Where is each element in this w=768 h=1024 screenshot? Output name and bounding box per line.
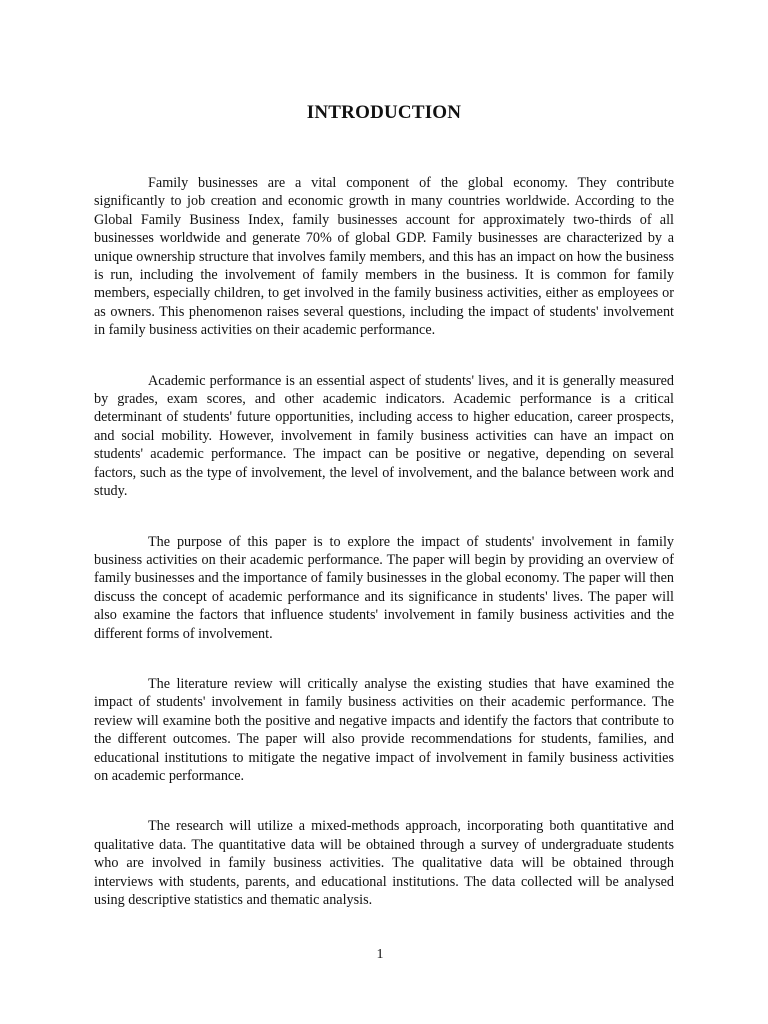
document-body bbox=[94, 174, 674, 909]
paragraph-3: The purpose of this paper is to explore the impact of students' involvement in family business activities on their academic performance. The paper will begin by providing an overview of family businesses and the importance of family businesses in the global economy. The paper will then discuss the concept of academic performance and its significance in students' lives. The paper will also examine the factors that influence students' involvement in family business activities and the different forms of involvement. bbox=[94, 533, 674, 642]
paragraph-4: The literature review will critically analyse the existing studies that have examined the impact of students' involvement in family business activities on their academic performance. The review will examine both the positive and negative impacts and identify the factors that contribute to the different outcomes. The paper will also provide recommendations for students, families, and educational institutions to mitigate the negative impact of involvement in family business activities on academic performance. bbox=[94, 675, 674, 784]
paragraph-2: Academic performance is an essential aspect of students' lives, and it is generally measured by grades, exam scores, and other academic indicators. Academic performance is a critical determinant of students' future opportunities, including access to higher education, career prospects, and social mobility. However, involvement in family business activities can have an impact on students' academic performance. The impact can be positive or negative, depending on several factors, such as the type of involvement, the level of involvement, and the balance between work and study. bbox=[94, 372, 674, 500]
paragraph-5: The research will utilize a mixed-methods approach, incorporating both quantitative and qualitative data. The quantitative data will be obtained through a survey of undergraduate students who are involved in family business activities. The qualitative data will be obtained through interviews with students, parents, and educational institutions. The data collected will be analysed using descriptive statistics and thematic analysis. bbox=[94, 818, 674, 908]
page-number: 1 bbox=[376, 947, 384, 962]
paragraph-1: Family businesses are a vital component of the global economy. They contribute significantly to job creation and economic growth in many countries worldwide. According to the Global Family Business Index, family businesses account for approximately two-thirds of all businesses worldwide and generate 70% of global GDP. Family businesses are characterized by a unique ownership structure that involves family members, and this has an impact on how the business is run, including the involvement of family members in the business. It is common for family members, especially children, to get involved in the family business activities, either as employees or as owners. This phenomenon raises several questions, including the impact of students' involvement in family business activities on their academic performance. bbox=[94, 175, 674, 339]
page-title: INTRODUCTION bbox=[306, 102, 462, 123]
